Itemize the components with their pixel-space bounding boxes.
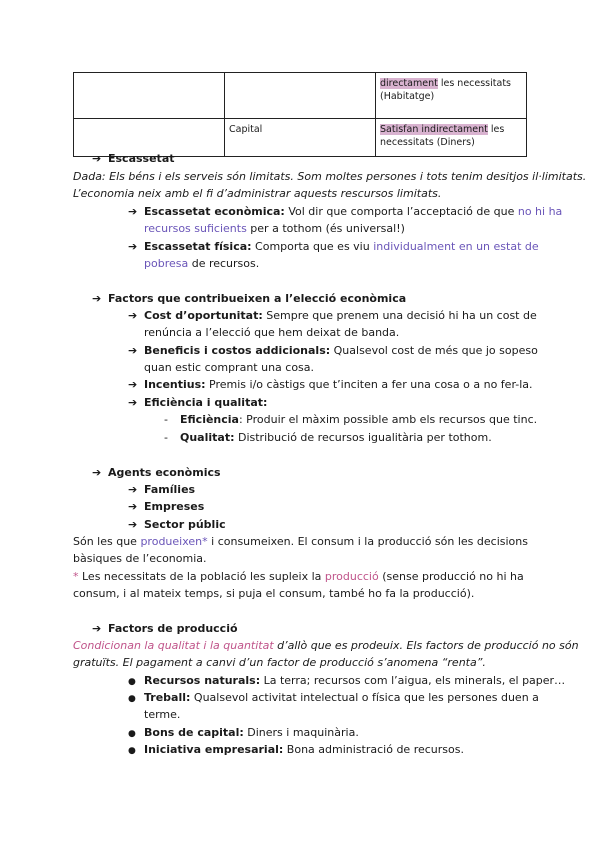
list-item-empreses: ➔ Empreses <box>128 500 205 513</box>
list-item-continuation: pobresa de recursos. <box>144 257 260 270</box>
paragraph-line: gratuïts. El pagament a canvi d’un factor de producció s’anomena “renta”. <box>73 656 486 669</box>
list-item-continuation: terme. <box>144 708 181 721</box>
arrow-icon: ➔ <box>92 292 102 305</box>
arrow-icon: ➔ <box>128 378 138 391</box>
list-item-continuation: recursos suficients per a tothom (és universal!) <box>144 222 405 235</box>
bullet-icon: ● <box>128 729 136 739</box>
table-cell: Capital <box>225 119 376 157</box>
arrow-icon: ➔ <box>128 483 138 496</box>
list-item-escassetat-economica: ➔ Escassetat econòmica: Vol dir que comporta l’acceptació de que no hi ha <box>128 205 563 218</box>
table-cell: directament les necessitats (Habitatge) <box>376 73 527 119</box>
heading-factors-eleccio: ➔ Factors que contribueixen a l’elecció econòmica <box>92 292 407 305</box>
arrow-icon: ➔ <box>128 518 138 531</box>
table-cell <box>74 73 225 119</box>
arrow-icon: ➔ <box>128 240 138 253</box>
list-item-recursos-naturals: ● Recursos naturals: La terra; recursos com l’aigua, els minerals, el paper… <box>128 672 565 691</box>
sublist-item-qualitat: - Qualitat: Distribució de recursos igualitària per tothom. <box>164 431 492 444</box>
bullet-icon: ● <box>128 694 136 704</box>
bullet-icon: ● <box>128 746 136 756</box>
factors-table <box>73 72 527 157</box>
list-item-cost-oportunitat: ➔ Cost d’oportunitat: Sempre que prenem una decisió hi ha un cost de <box>128 309 537 322</box>
heading-factors-produccio: ➔ Factors de producció <box>92 622 238 635</box>
paragraph-line: * Les necessitats de la població les supleix la producció (sense producció no hi ha <box>73 570 524 583</box>
list-item-continuation: quan estic comprant una cosa. <box>144 361 315 374</box>
arrow-icon: ➔ <box>92 622 102 635</box>
arrow-icon: ➔ <box>128 396 138 409</box>
list-item-escassetat-fisica: ➔ Escassetat física: Comporta que es viu individualment en un estat de <box>128 240 539 253</box>
paragraph-line: consum, i al mateix temps, si puja el consum, també ho fa la producció). <box>73 587 475 600</box>
arrow-icon: ➔ <box>92 152 102 165</box>
dash-marker: - <box>164 431 168 444</box>
arrow-icon: ➔ <box>128 205 138 218</box>
arrow-icon: ➔ <box>128 344 138 357</box>
list-item-sector-public: ➔ Sector públic <box>128 518 226 531</box>
arrow-icon: ➔ <box>128 500 138 513</box>
sublist-item-eficiencia: - Eficiència: Produir el màxim possible amb els recursos que tinc. <box>164 413 538 426</box>
bullet-icon: ● <box>128 677 136 687</box>
paragraph-line: Condicionan la qualitat i la quantitat d’allò que es prodeuix. Els factors de producció no són <box>73 639 579 652</box>
list-item-families: ➔ Famílies <box>128 483 196 496</box>
list-item-treball: ● Treball: Qualsevol activitat intelectual o física que les persones duen a <box>128 689 539 708</box>
table-cell: Satisfan indirectament les necessitats (Diners) <box>376 119 527 157</box>
paragraph-line: Són les que produeixen* i consumeixen. El consum i la producció són les decisions <box>73 535 528 548</box>
dada-line: Dada: Els béns i els serveis són limitats. Som moltes persones i tots tenim desitjos il·limitats. <box>73 170 587 183</box>
paragraph-line: bàsiques de l’economia. <box>73 552 207 565</box>
list-item-beneficis: ➔ Beneficis i costos addicionals: Qualsevol cost de més que jo sopeso <box>128 344 538 357</box>
heading-agents: ➔ Agents econòmics <box>92 466 221 479</box>
table-cell <box>225 73 376 119</box>
table-row <box>74 73 527 119</box>
list-item-continuation: renúncia a l’elecció que hem deixat de banda. <box>144 326 400 339</box>
list-item-incentius: ➔ Incentius: Premis i/o càstigs que t’inciten a fer una cosa o a no fer-la. <box>128 378 533 391</box>
highlight: directament <box>380 78 438 89</box>
highlight: Satisfan indirectament <box>380 124 488 135</box>
list-item-bons-capital: ● Bons de capital: Diners i maquinària. <box>128 724 359 743</box>
dash-marker: - <box>164 413 168 426</box>
arrow-icon: ➔ <box>92 466 102 479</box>
list-item-iniciativa: ● Iniciativa empresarial: Bona administració de recursos. <box>128 741 464 760</box>
heading-escassetat: ➔ Escassetat <box>92 152 175 165</box>
dada-line: L’economia neix amb el fi d’administrar aquests rescursos limitats. <box>73 187 442 200</box>
list-item-eficiencia-qualitat: ➔ Eficiència i qualitat: <box>128 396 268 409</box>
arrow-icon: ➔ <box>128 309 138 322</box>
